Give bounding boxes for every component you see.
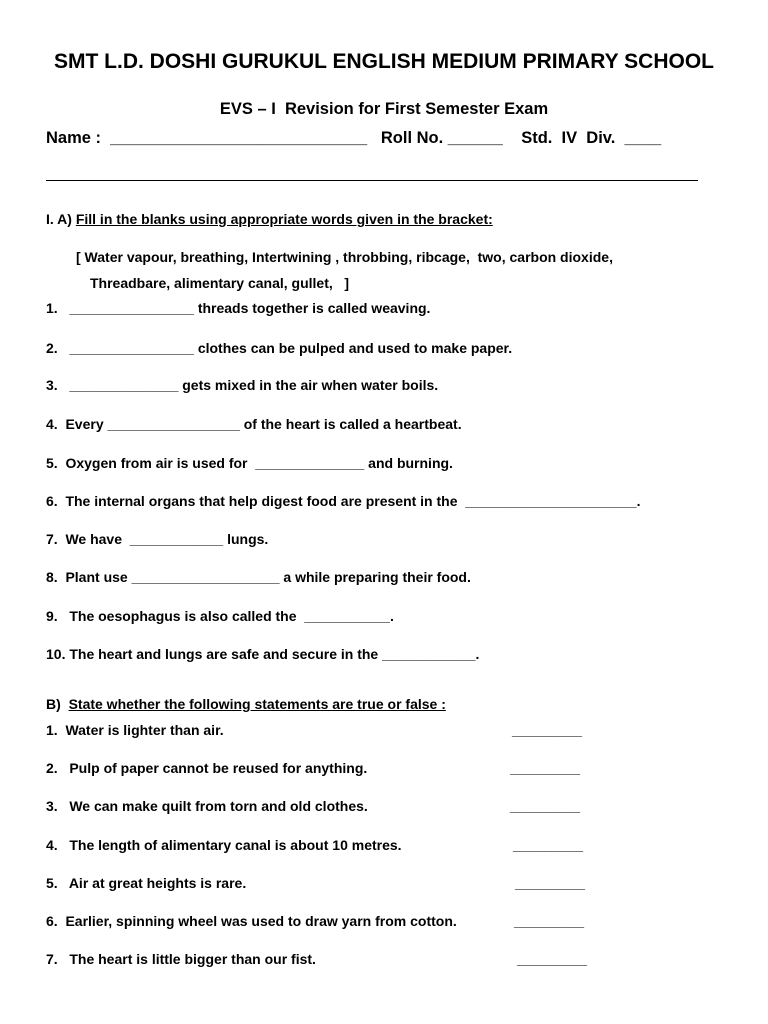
school-name: SMT L.D. DOSHI GURUKUL ENGLISH MEDIUM PRIMARY SCHOOL bbox=[54, 50, 714, 73]
answer-blank: _________ bbox=[512, 722, 583, 738]
answer-blank: _________ bbox=[514, 913, 585, 929]
true-false-item: 6. Earlier, spinning wheel was used to draw yarn from cotton. bbox=[46, 913, 457, 929]
section-a-heading bbox=[46, 210, 493, 228]
answer-blank: _________ bbox=[515, 875, 586, 891]
worksheet-subtitle: EVS – I Revision for First Semester Exam bbox=[219, 100, 549, 118]
answer-blank: _________ bbox=[510, 760, 581, 776]
fill-blank-item: 1. ________________ threads together is called weaving. bbox=[46, 300, 431, 316]
section-a-title: Fill in the blanks using appropriate words given in the bracket: bbox=[75, 211, 493, 227]
student-details-row: Name : ____________________________ Roll No. ______ Std. IV Div. ____ bbox=[46, 129, 662, 147]
answer-blank: _________ bbox=[513, 837, 584, 853]
fill-blank-item: 7. We have ____________ lungs. bbox=[46, 531, 269, 547]
fill-blank-item: 8. Plant use ___________________ a while preparing their food. bbox=[46, 569, 471, 585]
word-bank-line-2: Threadbare, alimentary canal, gullet, ] bbox=[90, 275, 350, 291]
true-false-item: 5. Air at great heights is rare. bbox=[46, 875, 247, 891]
true-false-item: 1. Water is lighter than air. bbox=[46, 722, 224, 738]
divider-line bbox=[46, 180, 698, 181]
section-b-heading bbox=[46, 695, 446, 713]
fill-blank-item: 3. ______________ gets mixed in the air when water boils. bbox=[46, 377, 439, 393]
fill-blank-item: 6. The internal organs that help digest food are present in the ______________________. bbox=[46, 493, 641, 509]
fill-blank-item: 4. Every _________________ of the heart is called a heartbeat. bbox=[46, 416, 462, 432]
fill-blank-item: 10. The heart and lungs are safe and secure in the ____________. bbox=[46, 646, 480, 662]
true-false-item: 3. We can make quilt from torn and old clothes. bbox=[46, 798, 368, 814]
fill-blank-item: 9. The oesophagus is also called the ___________. bbox=[46, 608, 394, 624]
section-a-label: I. A) bbox=[46, 211, 76, 227]
section-b-label: B) bbox=[46, 696, 69, 712]
answer-blank: _________ bbox=[517, 951, 588, 967]
fill-blank-item: 2. ________________ clothes can be pulped and used to make paper. bbox=[46, 340, 513, 356]
fill-blank-item: 5. Oxygen from air is used for ______________ and burning. bbox=[46, 455, 453, 471]
section-b-title: State whether the following statements are true or false : bbox=[68, 696, 446, 712]
true-false-item: 4. The length of alimentary canal is about 10 metres. bbox=[46, 837, 402, 853]
true-false-item: 7. The heart is little bigger than our fist. bbox=[46, 951, 316, 967]
answer-blank: _________ bbox=[510, 798, 581, 814]
word-bank-line-1: [ Water vapour, breathing, Intertwining , throbbing, ribcage, two, carbon dioxide, bbox=[76, 249, 613, 265]
true-false-item: 2. Pulp of paper cannot be reused for anything. bbox=[46, 760, 368, 776]
